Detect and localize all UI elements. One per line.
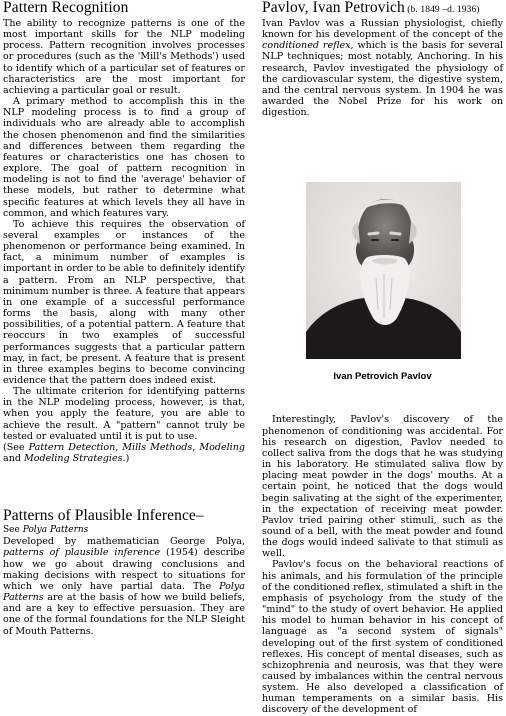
section-gap [3, 464, 245, 508]
paragraph: Interestingly, Pavlov's discovery of the phenomenon of conditioning was accidental. For his research on digestion, Pavlov needed to collect saliva from the dogs that he was studying in his laboratory. He stimulated saliva flow by placing meat powder in the dogs' mouths. At a certain point, he noticed that the dogs would begin salivating at the sight of the experimenter, in the expectation of receiving meat powder. Pavlov tried pairing other stimuli, such as the sound of a bell, with the meat powder and found the dogs would indeed salivate to that stimuli as well. [262, 414, 503, 560]
paragraph: The ultimate criterion for identifying patterns in the NLP modeling process, however, is that, when you apply the feature, you are able to achieve the result. A "pattern" cannot truly be tested or evaluated until it is put to use. [3, 386, 245, 442]
cross-ref-link[interactable]: conditioned reflex [262, 40, 351, 52]
cross-ref-link[interactable]: Mills Methods [122, 441, 193, 453]
text-run: (1954) describe how we go about drawing conclusions and making decisions with respect to situations for which we only have partial data. The [3, 547, 246, 592]
paragraph: A primary method to accomplish this in the NLP modeling process is to find a group of individuals who are already able to accomplish the chosen phenomenon and find the similarities and differences between them regarding the features or characteristics one has chosen to explore. The goal of pattern recognition in modeling is not to find the 'average' behavior of these models, but rather to determine what specific features at which levels they all have in common, and which features vary. [3, 96, 245, 219]
see-also-line [3, 442, 245, 464]
left-column [3, 0, 245, 637]
separator: , [115, 441, 123, 453]
photo-caption: Ivan Petrovich Pavlov [333, 371, 432, 383]
text-run: , which is the basis for several NLP techniques; most notably, Anchoring. In his research, Pavlov investigated the physiology of the cardiovascular system, the digestive system, and the central nervous system. In 1904 he was awarded the Nobel Prize for his work on digestion. [262, 40, 503, 119]
paragraph [3, 536, 245, 636]
separator: , [192, 441, 200, 453]
see-prefix: (See [3, 441, 29, 453]
cross-ref-link[interactable]: Polya Patterns [22, 525, 89, 536]
paragraph [262, 18, 503, 118]
cross-ref-link[interactable]: Polya Patterns [3, 580, 245, 604]
portrait-photo [306, 182, 461, 359]
see-prefix: See [3, 525, 23, 536]
text-run: Ivan Pavlov was a Russian physiologist, chiefly known for his development of the concept of the [262, 18, 503, 41]
see-suffix: .) [122, 453, 130, 465]
right-column [262, 0, 503, 716]
paragraph: The ability to recognize patterns is one of the most important skills for the NLP modeling process. Pattern recognition involves processes or procedures (such as the 'Mill's Methods') used to identify which of a particular set of features or characteristics are the most important for achieving a particular goal or result. [3, 18, 245, 96]
life-dates: (b. 1849 –d. 1936) [404, 5, 480, 15]
paragraph: Pavlov's focus on the behavioral reactions of his animals, and his formulation of the principle of the conditioned reflex, stimulated a shift in the emphasis of psychology from the study of the "mind" to the study of overt behavior. He applied his model to human behavior in his concept of language as "a second system of signals" developing out of the first system of conditioned reflexes. His concept of mental diseases, such as schizophrenia and neurosis, was that they were caused by imbalances within the central nervous system. He also developed a classification of human temperaments on a similar basis. His discovery of the development of [262, 559, 503, 716]
paragraph: To achieve this requires the observation of several examples or instances of the phenomenon or performance being examined. In fact, a minimum number of examples is important in order to be able to definitely identify a pattern. From an NLP perspective, that minimum number is three. A feature that appears in one example of a successful performance forms the basis, along with many other possibilities, of a potential pattern. A feature that reoccurs in two examples of successful performances suggests that a particular pattern may, in fact, be present. A feature that is present in three examples begins to become convincing evidence that the pattern does indeed exist. [3, 218, 245, 386]
text-run: Developed by mathematician George Polya, [3, 536, 245, 548]
see-also-line [3, 525, 245, 536]
cross-ref-link[interactable]: Modeling [199, 441, 245, 453]
portrait-image [306, 182, 461, 359]
heading-name: Pavlov, Ivan Petrovich [262, 0, 405, 16]
heading-pattern-recognition: Pattern Recognition [3, 0, 129, 16]
cross-ref-link[interactable]: Pattern Detection [28, 441, 116, 453]
book-title: patterns of plausible inference [3, 547, 161, 559]
text-run: are at the basis of how we build beliefs, and are a key to effective persuasion. They are one of the formal foundations for the NLP Sleight of Mouth Patterns. [3, 592, 245, 637]
heading-patterns-of-plausible-inference: Patterns of Plausible Inference– [3, 507, 204, 525]
heading-pavlov [262, 0, 503, 18]
cross-ref-link[interactable]: Modeling Strategies [24, 453, 123, 465]
separator: and [3, 453, 24, 465]
